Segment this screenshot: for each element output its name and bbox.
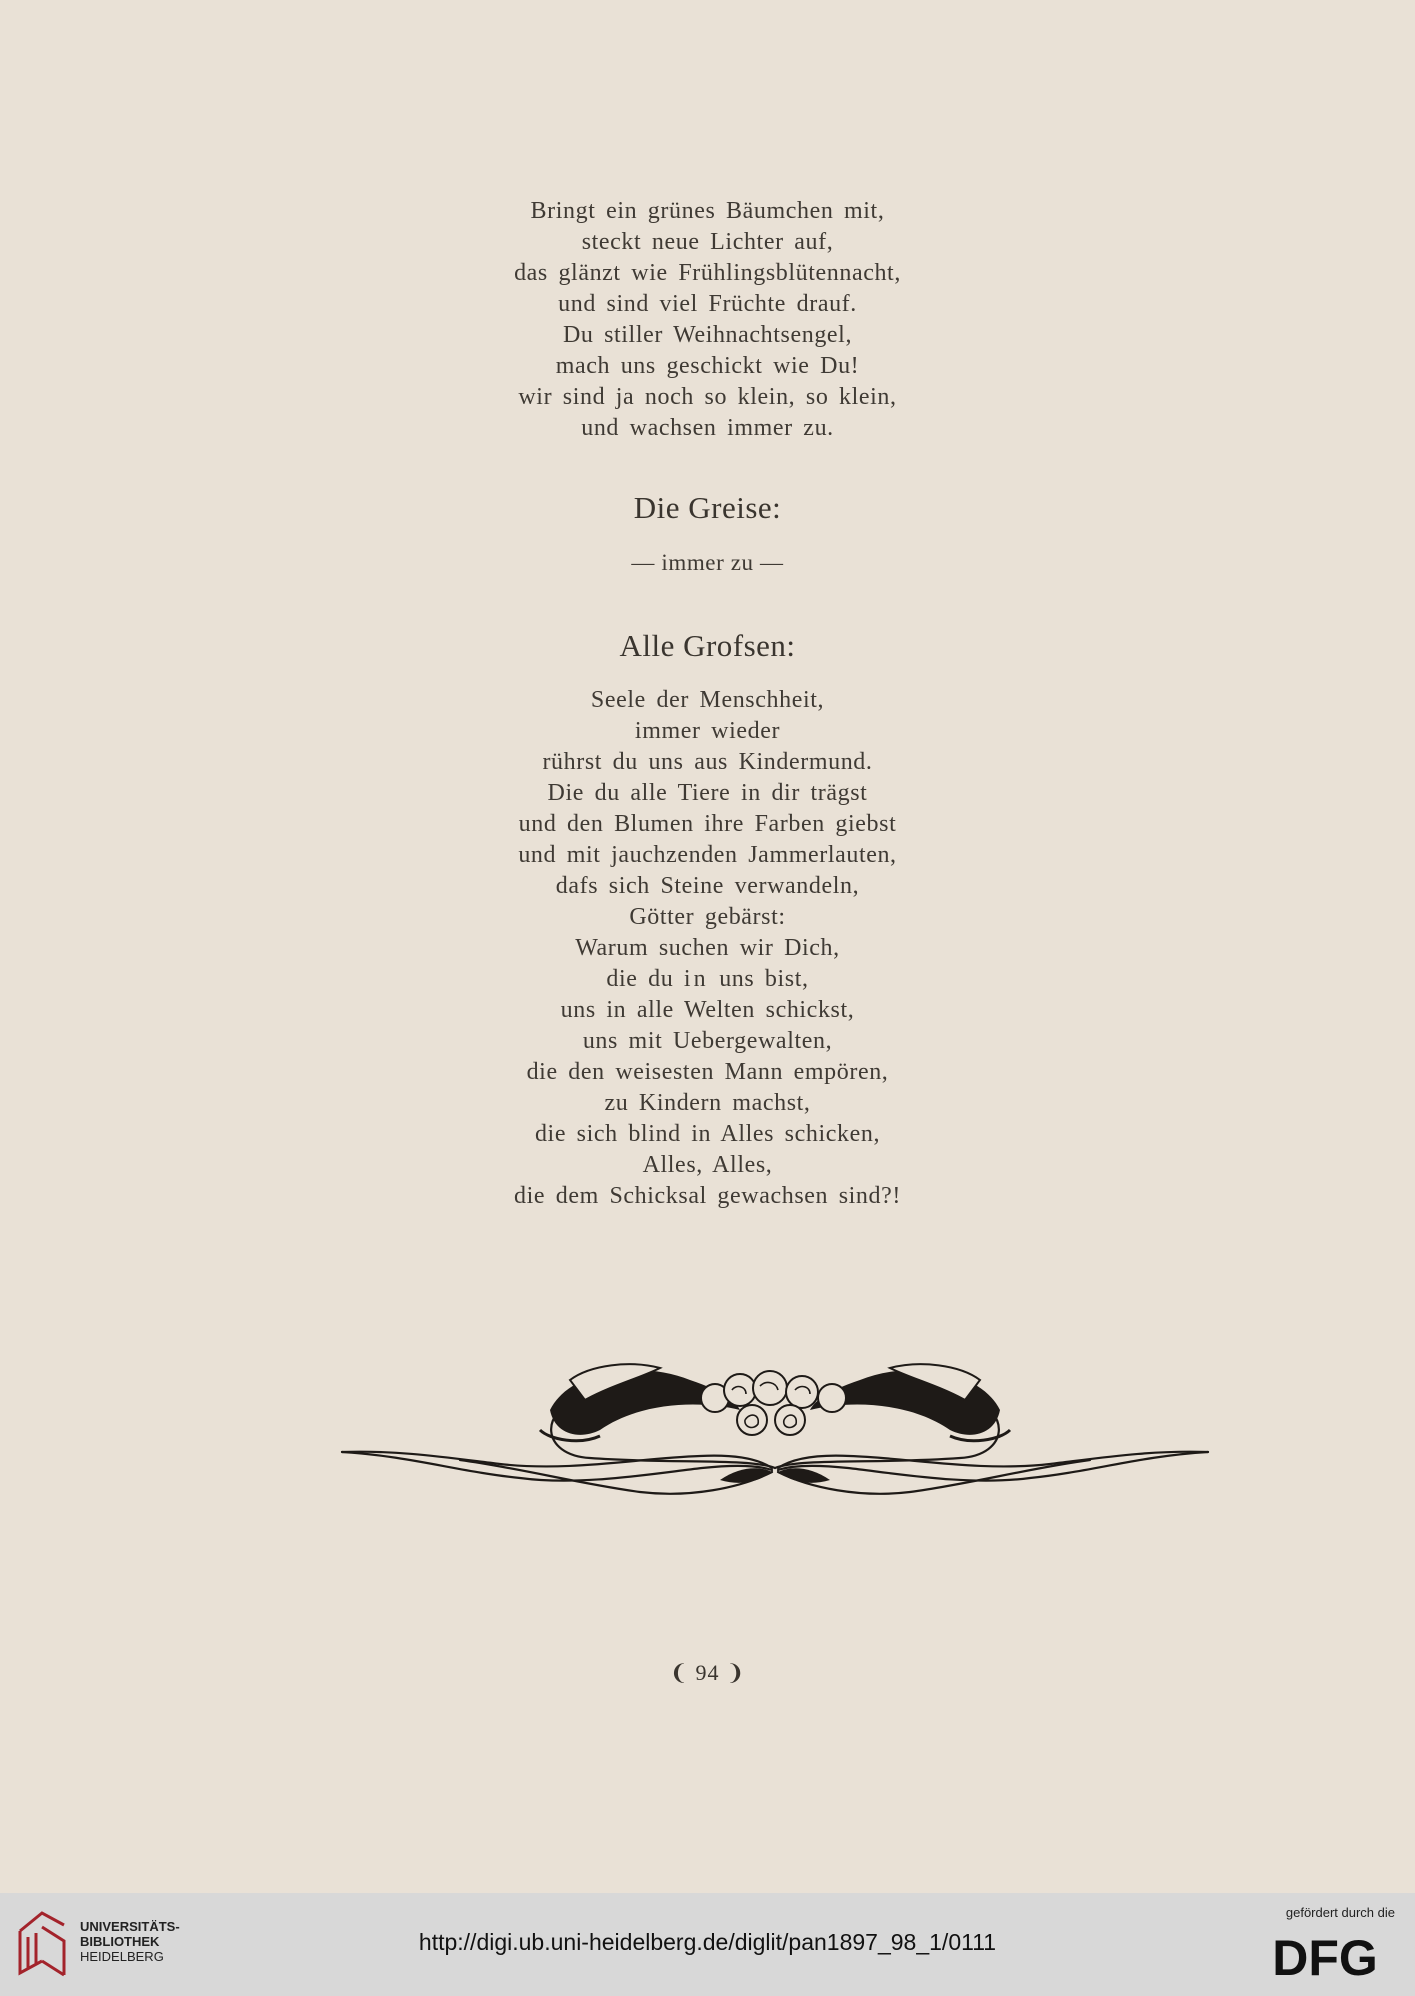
digitization-footer [0, 1893, 1415, 1996]
poem-line: die dem Schicksal gewachsen sind?! [514, 1183, 901, 1209]
poem-line: Die du alle Tiere in dir trägst [547, 780, 868, 806]
poem-line: Warum suchen wir Dich, [575, 935, 840, 961]
poem-line: dafs sich Steine verwandeln, [555, 873, 860, 899]
emphasized-word: in [683, 966, 709, 992]
poem-line-part: die du [606, 966, 684, 992]
poem-line: uns mit Uebergewalten, [582, 1028, 833, 1054]
poem-line: Alles, Alles, [642, 1152, 773, 1178]
dfg-logo-icon [1258, 1931, 1393, 1979]
poem-line: Du stiller Weihnachtsengel, [562, 322, 853, 348]
poem-line: rührst du uns aus Kindermund. [542, 749, 873, 775]
speaker-heading-grossen: Alle Grofsen: [619, 628, 796, 663]
poem-line: das glänzt wie Frühlingsblütennacht, [514, 260, 901, 286]
poem-line: zu Kindern machst, [604, 1090, 811, 1116]
library-name-line: HEIDELBERG [80, 1949, 164, 1964]
poem-stanza-adults [0, 685, 1415, 1212]
poem-line: Bringt ein grünes Bäumchen mit, [530, 198, 885, 224]
poem-line: und mit jauchzenden Jammerlauten, [518, 842, 897, 868]
library-name-line: UNIVERSITÄTS- [80, 1919, 180, 1934]
poem-line: die sich blind in Alles schicken, [534, 1121, 881, 1147]
poem-line: die den weisesten Mann empören, [526, 1059, 889, 1085]
poem-line: steckt neue Lichter auf, [581, 229, 834, 255]
poem-line: und wachsen immer zu. [581, 415, 834, 441]
refrain-line: — immer zu — [631, 550, 784, 575]
funding-label: gefördert durch die [1285, 1905, 1395, 1920]
permalink-url[interactable]: http://digi.ub.uni-heidelberg.de/diglit/pan1897_98_1/0111 [418, 1929, 997, 1955]
library-name-line: BIBLIOTHEK [80, 1934, 160, 1949]
poem-line: Götter gebärst: [629, 904, 786, 930]
speaker-heading-greise: Die Greise: [633, 490, 782, 525]
page-number: ❨ 94 ❩ [669, 1660, 746, 1685]
poem-line: mach uns geschickt wie Du! [555, 353, 860, 379]
poem-stanza-children [0, 196, 1415, 444]
dfg-logo-text: DFG [1272, 1931, 1378, 1979]
poem-line: immer wieder [634, 718, 781, 744]
floral-vignette-ornament-icon [340, 1340, 1210, 1515]
poem-line: wir sind ja noch so klein, so klein, [518, 384, 897, 410]
poem-line: uns in alle Welten schickst, [560, 997, 855, 1023]
poem-line-part: uns bist, [708, 966, 809, 992]
poem-line [0, 964, 1415, 995]
poem-line: Seele der Menschheit, [590, 687, 825, 713]
poem-line: und sind viel Früchte drauf. [558, 291, 857, 317]
poem-line: und den Blumen ihre Farben giebst [518, 811, 897, 837]
